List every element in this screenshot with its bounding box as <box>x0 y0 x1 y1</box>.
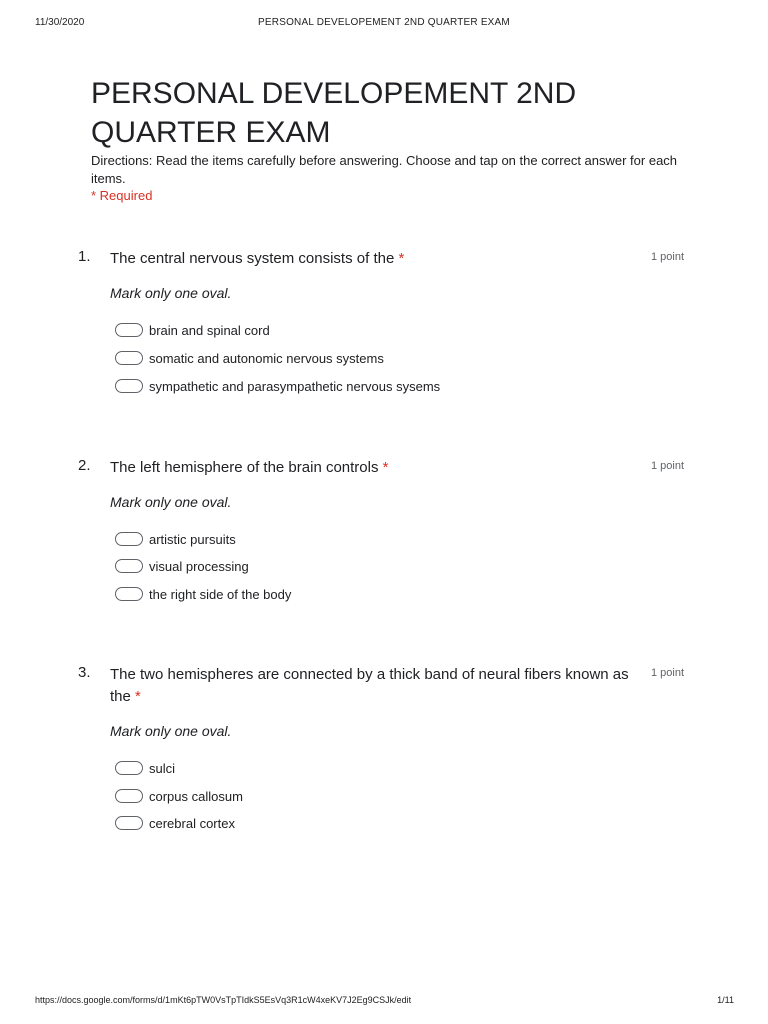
option-label: somatic and autonomic nervous systems <box>149 350 384 366</box>
mark-only-one-instruction: Mark only one oval. <box>110 494 232 510</box>
option-1[interactable] <box>115 320 270 340</box>
question-text-label: The two hemispheres are connected by a thick band of neural fibers known as the <box>110 666 629 705</box>
option-label: sympathetic and parasympathetic nervous sysems <box>149 378 441 394</box>
form-title: PERSONAL DEVELOPEMENT 2ND QUARTER EXAM <box>91 77 577 149</box>
page-header-date: 11/30/2020 <box>35 17 85 28</box>
radio-oval[interactable] <box>115 559 143 573</box>
option-3[interactable] <box>115 376 440 396</box>
question-points: 1 point <box>650 667 684 679</box>
radio-oval[interactable] <box>115 587 143 601</box>
required-note: * Required <box>91 188 153 203</box>
option-label: cerebral cortex <box>149 815 235 831</box>
radio-oval[interactable] <box>115 532 143 546</box>
option-label: visual processing <box>149 558 249 574</box>
question-text-label: The central nervous system consists of the <box>110 250 395 267</box>
question-number: 1. <box>78 248 91 265</box>
question-text-label: The left hemisphere of the brain controls <box>110 459 379 476</box>
mark-only-one-instruction: Mark only one oval. <box>110 285 232 301</box>
radio-oval[interactable] <box>115 789 143 803</box>
required-asterisk: * <box>382 459 389 476</box>
required-asterisk: * <box>398 250 405 267</box>
option-2[interactable] <box>115 348 384 368</box>
page-footer-url: https://docs.google.com/forms/d/1mKt6pTW0VsTpTIdkS5EsVq3R1cW4xeKV7J2Eg9CSJk/edit <box>35 995 412 1005</box>
option-1[interactable] <box>115 758 175 778</box>
radio-oval[interactable] <box>115 816 143 830</box>
option-3[interactable] <box>115 813 235 833</box>
mark-only-one-instruction: Mark only one oval. <box>110 723 232 739</box>
option-label: the right side of the body <box>149 586 292 602</box>
question-text <box>110 457 645 479</box>
page-header-title: PERSONAL DEVELOPEMENT 2ND QUARTER EXAM <box>258 17 510 28</box>
question-text <box>110 664 645 708</box>
option-2[interactable] <box>115 556 249 576</box>
question-points: 1 point <box>650 460 684 472</box>
question-number: 2. <box>78 457 91 474</box>
question-number: 3. <box>78 664 91 681</box>
radio-oval[interactable] <box>115 351 143 365</box>
radio-oval[interactable] <box>115 379 143 393</box>
radio-oval[interactable] <box>115 761 143 775</box>
option-label: sulci <box>149 760 176 776</box>
option-3[interactable] <box>115 584 291 604</box>
page-footer-page-number: 1/11 <box>717 995 734 1005</box>
radio-oval[interactable] <box>115 323 143 337</box>
option-label: artistic pursuits <box>149 531 236 547</box>
option-label: corpus callosum <box>149 788 243 804</box>
option-1[interactable] <box>115 529 236 549</box>
question-text <box>110 248 645 270</box>
option-label: brain and spinal cord <box>149 322 270 338</box>
form-directions: Directions: Read the items carefully before answering. Choose and tap on the correct answer for each items. <box>91 153 678 186</box>
question-points: 1 point <box>650 251 684 263</box>
option-2[interactable] <box>115 786 243 806</box>
required-asterisk: * <box>135 688 141 705</box>
